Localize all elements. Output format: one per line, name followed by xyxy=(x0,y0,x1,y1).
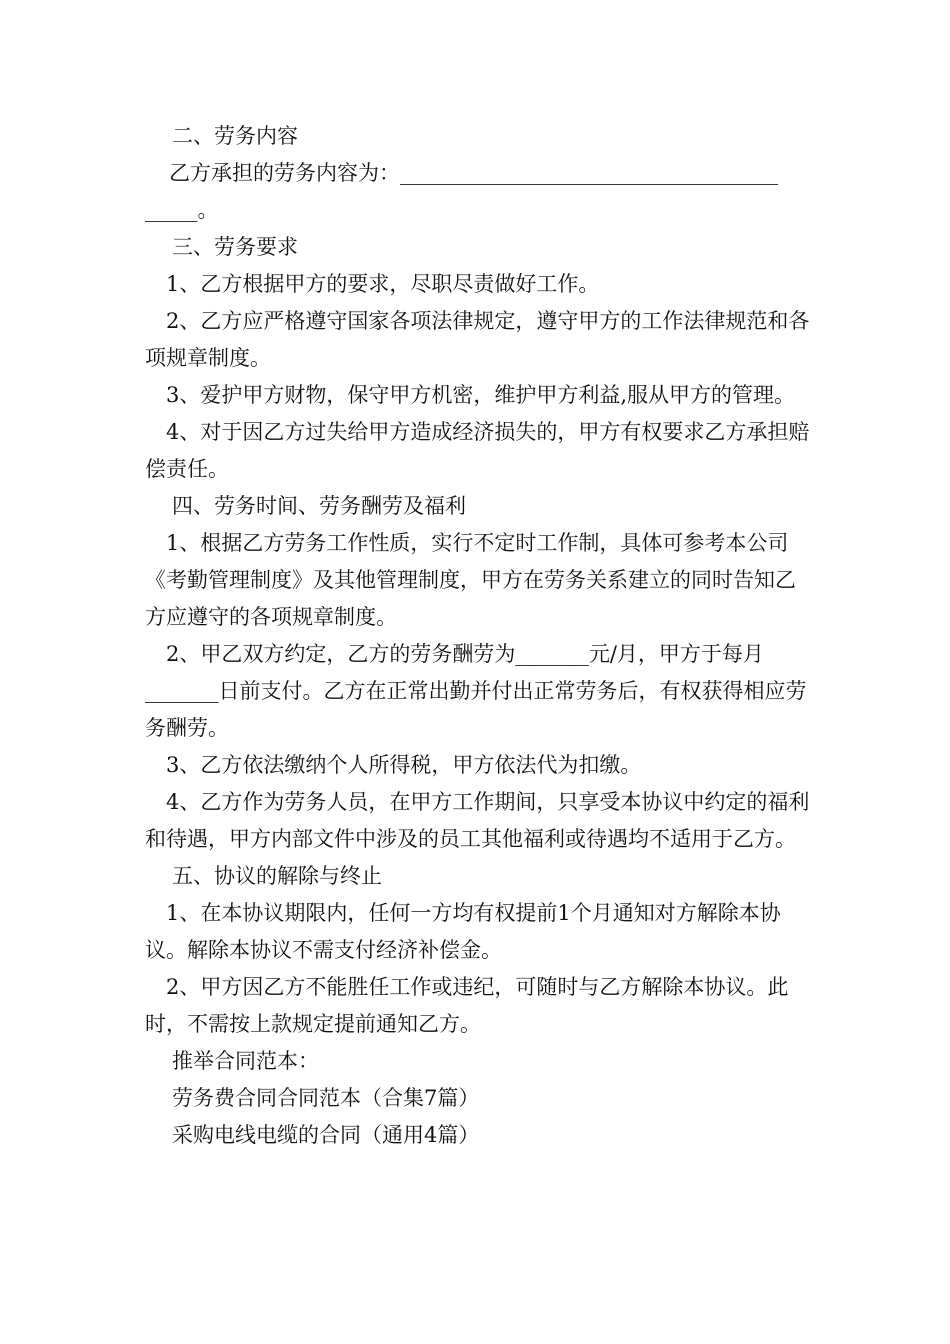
clause-3-4: 4、对于因乙方过失给甲方造成经济损失的，甲方有权要求乙方承担赔偿责任。 xyxy=(145,420,810,481)
paragraph-blank-continuation: _____。 xyxy=(145,198,219,222)
clause-3-3: 3、爱护甲方财物，保守甲方机密，维护甲方利益,服从甲方的管理。 xyxy=(166,383,796,407)
section-heading-3: 三、劳务要求 xyxy=(172,235,298,259)
clause-4-4: 4、乙方作为劳务人员，在甲方工作期间，只享受本协议中约定的福利和待遇，甲方内部文件中涉及的员工其他福利或待遇均不适用于乙方。 xyxy=(145,790,810,851)
recommended-template-link-1[interactable]: 劳务费合同合同范本（合集7篇） xyxy=(172,1086,480,1110)
clause-5-2: 2、甲方因乙方不能胜任工作或违纪，可随时与乙方解除本协议。此时，不需按上款规定提前通知乙方。 xyxy=(145,975,789,1036)
document-body xyxy=(145,118,815,1154)
clause-3-2: 2、乙方应严格遵守国家各项法律规定，遵守甲方的工作法律规范和各项规章制度。 xyxy=(145,309,810,370)
clause-3-1: 1、乙方根据甲方的要求，尽职尽责做好工作。 xyxy=(166,272,600,296)
clause-5-1: 1、在本协议期限内，任何一方均有权提前1个月通知对方解除本协议。解除本协议不需支付经济补偿金。 xyxy=(145,901,781,962)
recommended-templates-label: 推举合同范本： xyxy=(172,1049,319,1073)
paragraph-service-content: 乙方承担的劳务内容为：____________________________________ xyxy=(169,161,778,185)
clause-4-2: 2、甲乙双方约定，乙方的劳务酬劳为_______元/月，甲方于每月_______日前支付。乙方在正常出勤并付出正常劳务后，有权获得相应劳务酬劳。 xyxy=(145,642,807,740)
clause-4-1: 1、根据乙方劳务工作性质，实行不定时工作制，具体可参考本公司《考勤管理制度》及其他管理制度，甲方在劳务关系建立的同时告知乙方应遵守的各项规章制度。 xyxy=(145,531,796,629)
recommended-template-link-2[interactable]: 采购电线电缆的合同（通用4篇） xyxy=(172,1123,480,1147)
clause-4-3: 3、乙方依法缴纳个人所得税，甲方依法代为扣缴。 xyxy=(166,753,642,777)
section-heading-4: 四、劳务时间、劳务酬劳及福利 xyxy=(172,494,466,518)
section-heading-5: 五、协议的解除与终止 xyxy=(172,864,382,888)
section-heading-2: 二、劳务内容 xyxy=(172,124,298,148)
